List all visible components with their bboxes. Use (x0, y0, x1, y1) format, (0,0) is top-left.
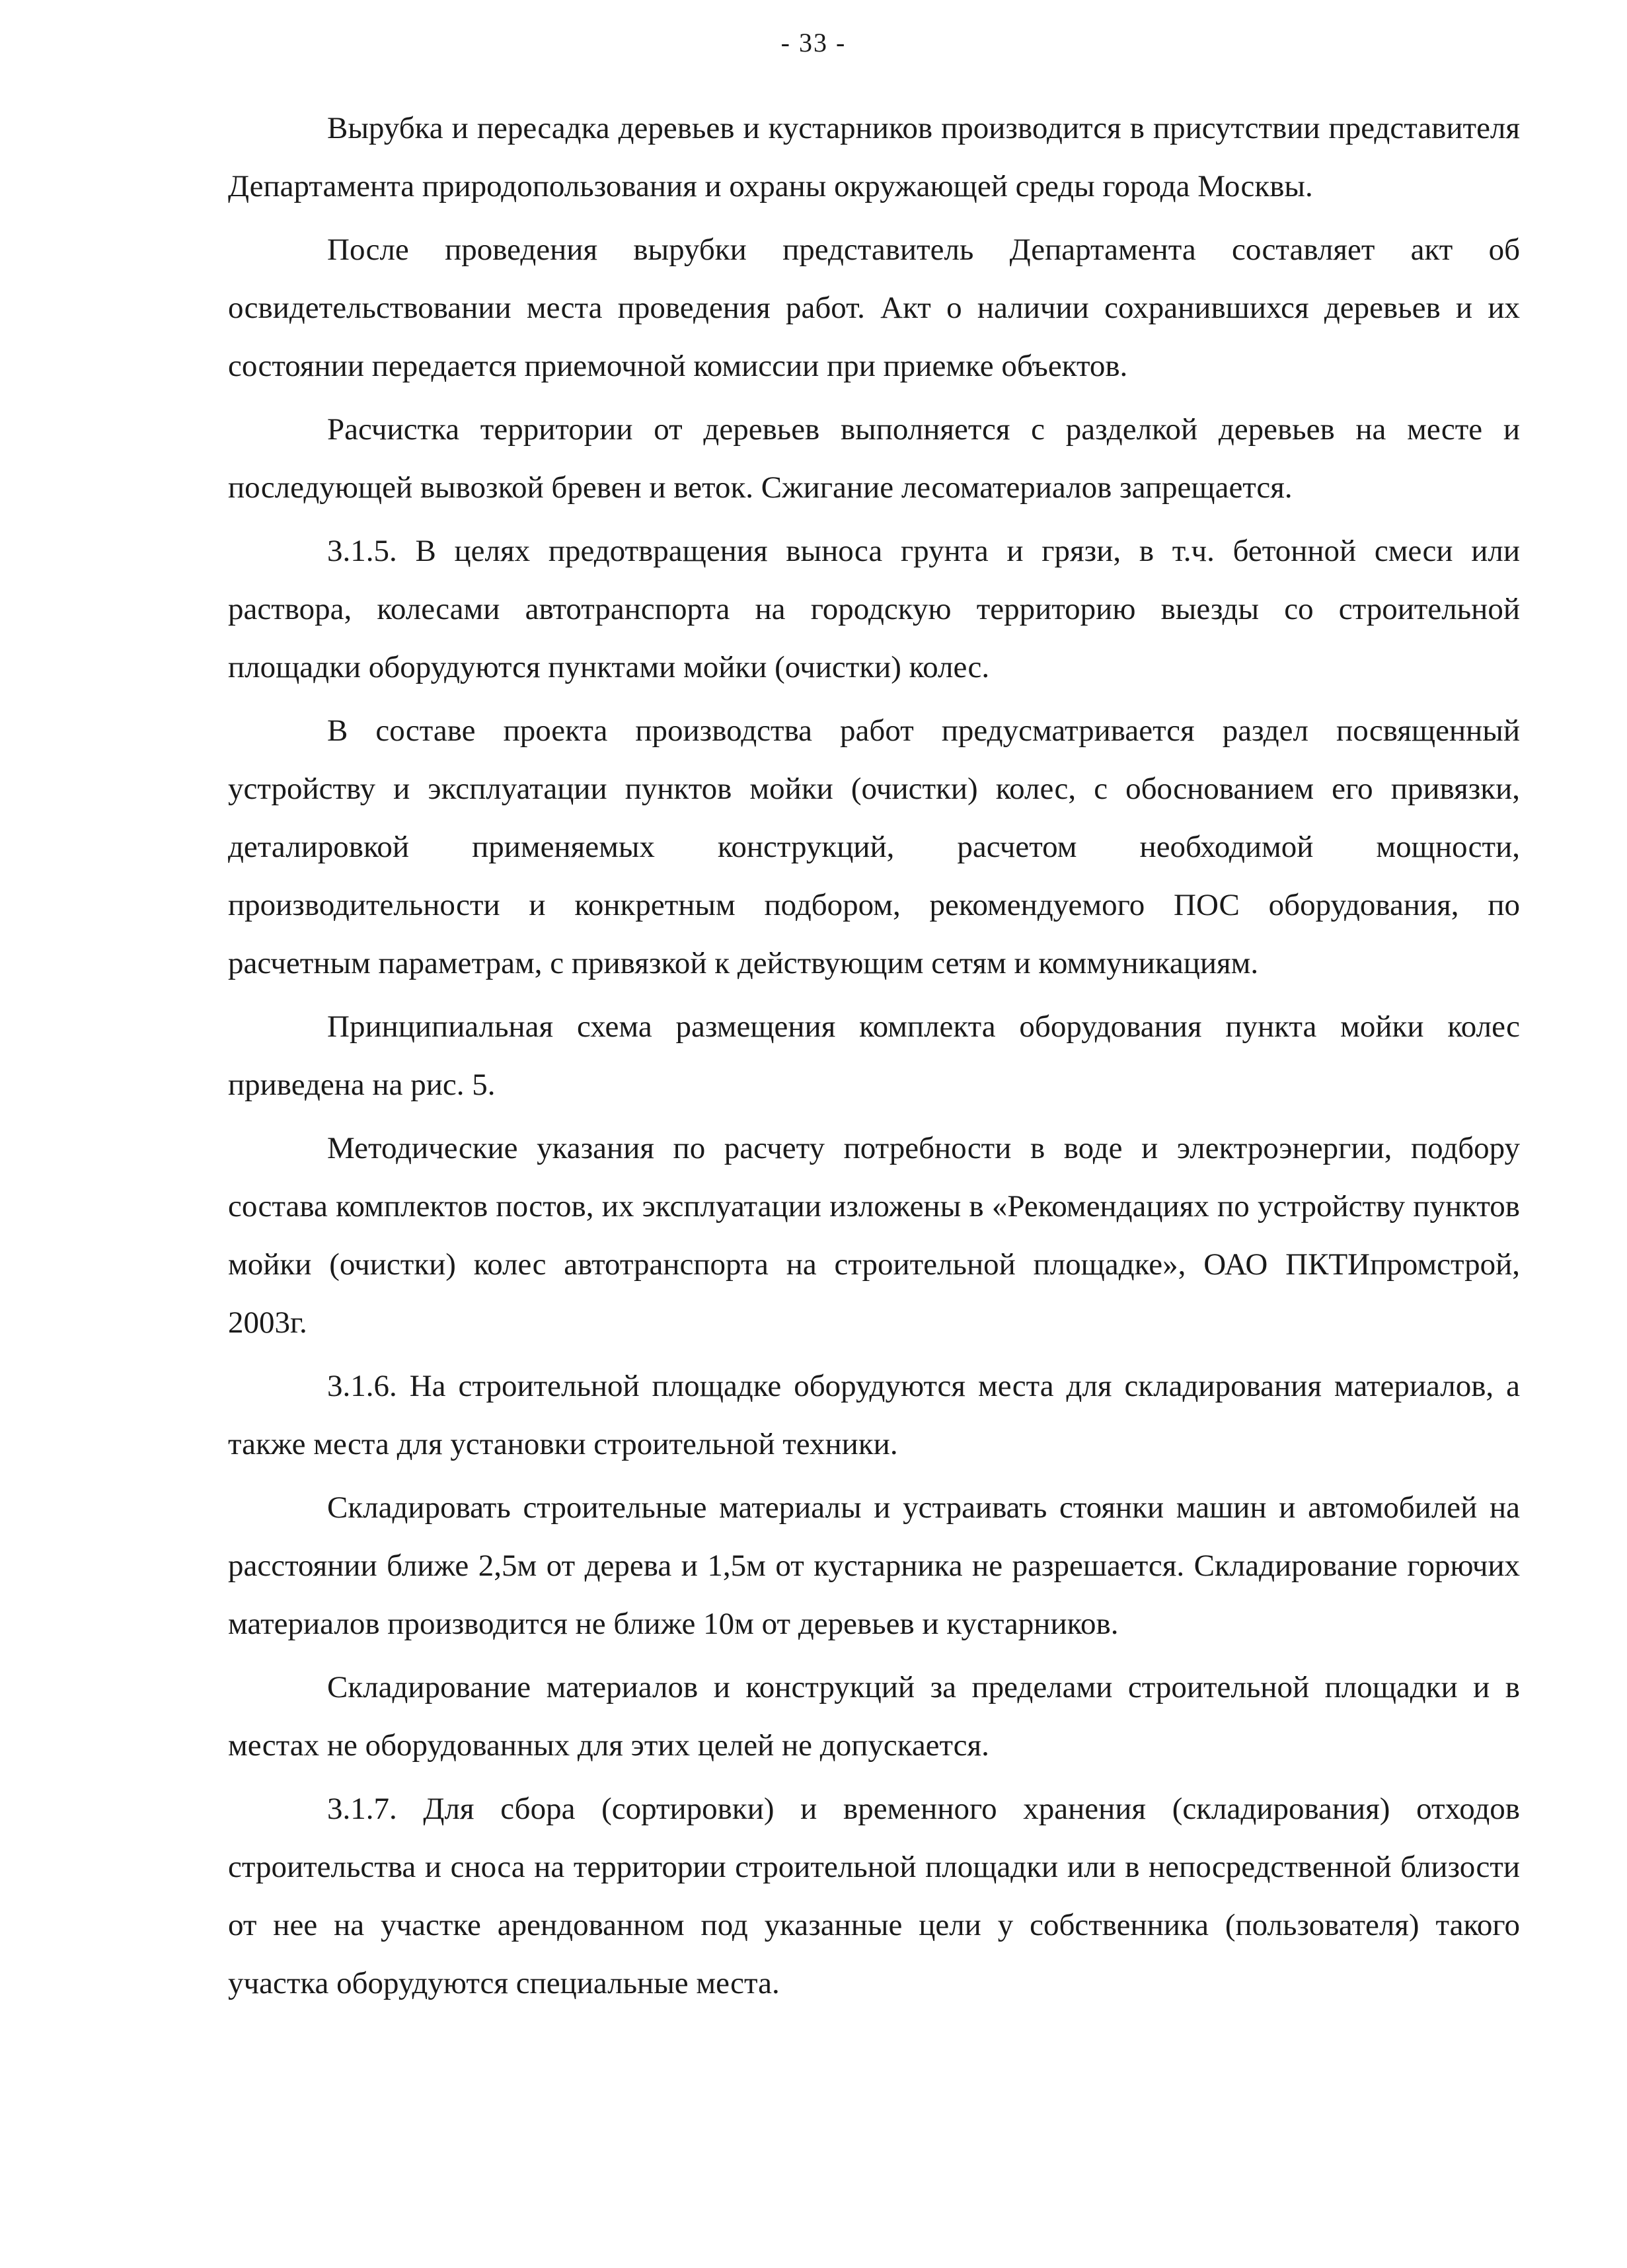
paragraph-tree-removal-supervision: Вырубка и пересадка деревьев и кустарников производится в присутствии представителя Департамента природопользования и охраны окружающей среды города Москвы. (228, 111, 1520, 203)
paragraph-3-1-7: 3.1.7. Для сбора (сортировки) и временного хранения (складирования) отходов строительства и сноса на территории строительной площадки или в непосредственной близости от нее на участке арендованном под указанные цели у собственника (пользователя) такого участка оборудуются специальные места. (228, 1792, 1520, 2000)
paragraph-territory-clearing: Расчистка территории от деревьев выполняется с разделкой деревьев на месте и последующей вывозкой бревен и веток. Сжигание лесоматериалов запрещается. (228, 412, 1520, 505)
paragraph-3-1-5: 3.1.5. В целях предотвращения выноса грунта и грязи, в т.ч. бетонной смеси или раствора, колесами автотранспорта на городскую территорию выезды со строительной площадки оборудуются пунктами мойки (очистки) колес. (228, 534, 1520, 684)
document-body (228, 99, 1520, 2018)
paragraph-project-section: В составе проекта производства работ предусматривается раздел посвященный устройству и эксплуатации пунктов мойки (очистки) колес, с обоснованием его привязки, деталировкой применяемых конструкций, расчетом необходимой мощности, производительности и конкретным подбором, рекомендуемого ПОС оборудования, по расчетным параметрам, с привязкой к действующим сетям и коммуникациям. (228, 713, 1520, 980)
paragraph-scheme-reference: Принципиальная схема размещения комплекта оборудования пункта мойки колес приведена на рис. 5. (228, 1009, 1520, 1102)
paragraph-storage-outside: Складирование материалов и конструкций за пределами строительной площадки и в местах не оборудованных для этих целей не допускается. (228, 1670, 1520, 1763)
paragraph-inspection-act: После проведения вырубки представитель Департамента составляет акт об освидетельствовании места проведения работ. Акт о наличии сохранившихся деревьев и их состоянии передается приемочной комиссии при приемке объектов. (228, 233, 1520, 383)
paragraph-3-1-6: 3.1.6. На строительной площадке оборудуются места для складирования материалов, а также места для установки строительной техники. (228, 1369, 1520, 1461)
paragraph-storage-distance: Складировать строительные материалы и устраивать стоянки машин и автомобилей на расстоянии ближе 2,5м от дерева и 1,5м от кустарника не разрешается. Складирование горючих материалов производится не ближе 10м от деревьев и кустарников. (228, 1490, 1520, 1641)
paragraph-methodical-guidelines: Методические указания по расчету потребности в воде и электроэнергии, подбору состава комплектов постов, их эксплуатации изложены в «Рекомендациях по устройству пунктов мойки (очистки) колес автотранспорта на строительной площадке», ОАО ПКТИпромстрой, 2003г. (228, 1131, 1520, 1340)
page-number: - 33 - (780, 28, 847, 57)
